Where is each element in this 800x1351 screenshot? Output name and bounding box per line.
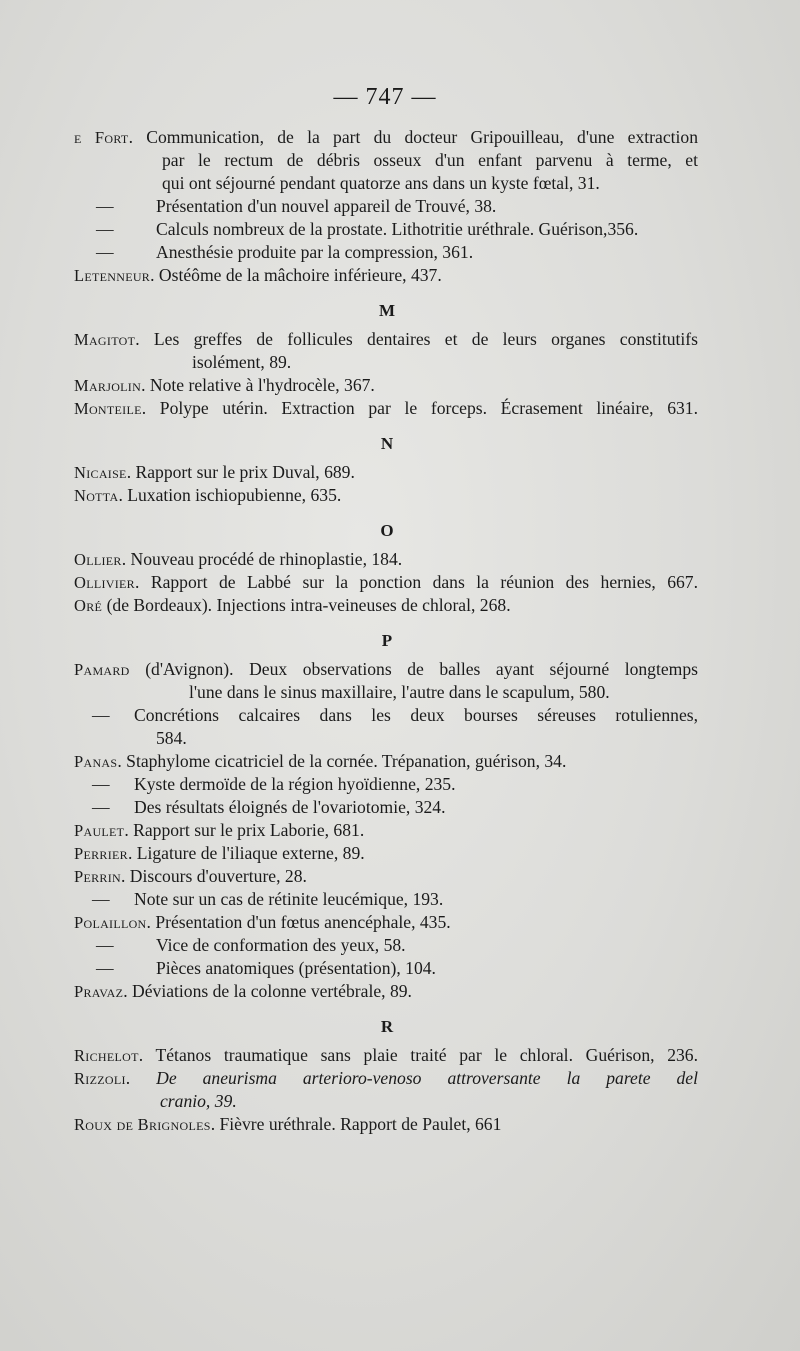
entry-text: Discours d'ouverture, 28. <box>129 866 307 886</box>
section-letter-n: N <box>380 434 394 453</box>
entry-continuation: 584. <box>156 728 187 748</box>
index-entry-nicaise: Nicaise. Rapport sur le prix Duval, 689. <box>74 462 355 482</box>
author-name: Rizzoli <box>74 1069 126 1088</box>
entry-text: Des résultats éloignés de l'ovariotomie, 324. <box>134 797 446 817</box>
entry-text: (d'Avignon). Deux observations de balles ayant séjourné longtemps <box>145 659 698 679</box>
index-entry-dash <box>74 957 698 980</box>
author-name: Paulet <box>74 821 125 840</box>
entry-text: De aneurisma arterioro-venoso attroversante la parete del <box>156 1068 698 1088</box>
entry-text: Ostéôme de la mâchoire inférieure, 437. <box>158 265 442 285</box>
author-name: Nicaise <box>74 463 127 482</box>
entry-text: Staphylome cicatriciel de la cornée. Trépanation, guérison, 34. <box>126 751 567 771</box>
entry-continuation: par le rectum de débris osseux d'un enfant parvenu à terme, et <box>162 150 698 170</box>
entry-continuation <box>74 1090 698 1113</box>
index-entry-ollier: Ollier. Nouveau procédé de rhinoplastie, 184. <box>74 549 403 569</box>
author-name: Perrier <box>74 844 128 863</box>
author-name: e Fort <box>74 128 129 147</box>
entry-text: Kyste dermoïde de la région hyoïdienne, 235. <box>134 774 456 794</box>
entry-continuation: qui ont séjourné pendant quatorze ans dans un kyste fœtal, 31. <box>162 173 600 193</box>
ditto-dash: — <box>96 958 114 978</box>
index-entry-dash <box>74 773 698 796</box>
index-entry-polaillon: Polaillon. Présentation d'un fœtus anencéphale, 435. <box>74 912 451 932</box>
index-entry-monteile: Monteile. Polype utérin. Extraction par le forceps. Écrasement linéaire, 631. <box>74 398 698 418</box>
entry-text: Déviations de la colonne vertébrale, 89. <box>132 981 412 1001</box>
author-name: Ollier <box>74 550 122 569</box>
author-name: Marjolin <box>74 376 142 395</box>
index-entry-pravaz: Pravaz. Déviations de la colonne vertébrale, 89. <box>74 981 412 1001</box>
section-letter-o: O <box>380 521 394 540</box>
author-name: Magitot <box>74 330 136 349</box>
entry-text: Anesthésie produite par la compression, 361. <box>156 242 474 262</box>
index-entry-dash <box>74 218 698 241</box>
index-entry-dash <box>74 704 698 727</box>
index-entry-magitot: Magitot. Les greffes de follicules dentaires et de leurs organes constitutifs <box>74 329 698 349</box>
index-entry-roux-de-brignoles: Roux de Brignoles. Fièvre uréthrale. Rapport de Paulet, 661 <box>74 1114 502 1134</box>
entry-text: Ligature de l'iliaque externe, 89. <box>136 843 365 863</box>
index-entry-notta: Notta. Luxation ischiopubienne, 635. <box>74 485 342 505</box>
ditto-dash: — <box>92 774 110 794</box>
author-name: Ollivier <box>74 573 135 592</box>
author-name: Polaillon <box>74 913 147 932</box>
index-entry-dash <box>74 796 698 819</box>
entry-text: Luxation ischiopubienne, 635. <box>127 485 342 505</box>
entry-text: Calculs nombreux de la prostate. Lithotritie uréthrale. Guérison,356. <box>156 219 639 239</box>
author-name: Notta <box>74 486 119 505</box>
author-name: Richelot <box>74 1046 139 1065</box>
entry-text: Rapport sur le prix Duval, 689. <box>135 462 355 482</box>
index-entry-richelot: Richelot. Tétanos traumatique sans plaie traité par le chloral. Guérison, 236. <box>74 1045 698 1065</box>
entry-text: Nouveau procédé de rhinoplastie, 184. <box>130 549 403 569</box>
ditto-dash: — <box>92 705 110 725</box>
index-entry-fort: e Fort. Communication, de la part du docteur Gripouilleau, d'une extraction <box>74 127 698 147</box>
author-name: Pamard <box>74 660 130 679</box>
entry-text: Concrétions calcaires dans les deux bourses séreuses rotuliennes, <box>134 705 698 725</box>
entry-text: Note relative à l'hydrocèle, 367. <box>149 375 375 395</box>
author-name: Perrin <box>74 867 121 886</box>
entry-text: Vice de conformation des yeux, 58. <box>156 935 406 955</box>
ditto-dash: — <box>92 889 110 909</box>
author-name: Oré <box>74 596 103 615</box>
index-entry-rizzoli: Rizzoli. De aneurisma arterioro-venoso attroversante la parete del <box>74 1068 698 1088</box>
entry-text: Rapport de Labbé sur la ponction dans la réunion des hernies, 667. <box>150 572 698 592</box>
entry-text: Tétanos traumatique sans plaie traité par le chloral. Guérison, 236. <box>155 1045 698 1065</box>
index-entry-marjolin: Marjolin. Note relative à l'hydrocèle, 367. <box>74 375 375 395</box>
ditto-dash: — <box>96 935 114 955</box>
author-name: Panas <box>74 752 118 771</box>
index-entry-paulet: Paulet. Rapport sur le prix Laborie, 681. <box>74 820 365 840</box>
entry-text: Fièvre uréthrale. Rapport de Paulet, 661 <box>219 1114 502 1134</box>
author-name: Pravaz <box>74 982 124 1001</box>
index-entry-letenneur: Letenneur. Ostéôme de la mâchoire inférieure, 437. <box>74 265 442 285</box>
ditto-dash: — <box>92 797 110 817</box>
entry-text: (de Bordeaux). Injections intra-veineuses de chloral, 268. <box>106 595 511 615</box>
author-name: Monteile <box>74 399 142 418</box>
entry-text: Pièces anatomiques (présentation), 104. <box>156 958 436 978</box>
index-entry-dash <box>74 195 698 218</box>
entry-text: Note sur un cas de rétinite leucémique, 193. <box>134 889 444 909</box>
author-name: Roux de Brignoles <box>74 1115 211 1134</box>
entry-continuation: l'une dans le sinus maxillaire, l'autre dans le scapulum, 580. <box>189 682 610 702</box>
index-entry-ore <box>74 594 698 617</box>
index-entry-dash <box>74 888 698 911</box>
author-name: Letenneur <box>74 266 151 285</box>
section-letter-p: P <box>381 631 393 650</box>
index-entry-dash <box>74 934 698 957</box>
index-entry-dash <box>74 241 698 264</box>
index-entry-panas: Panas. Staphylome cicatriciel de la cornée. Trépanation, guérison, 34. <box>74 751 567 771</box>
index-entries <box>74 126 698 1136</box>
index-entry-pamard <box>74 658 698 681</box>
entry-text: Présentation d'un fœtus anencéphale, 435. <box>155 912 451 932</box>
index-entry-ollivier: Ollivier. Rapport de Labbé sur la ponction dans la réunion des hernies, 667. <box>74 572 698 592</box>
entry-text: Présentation d'un nouvel appareil de Trouvé, 38. <box>156 196 497 216</box>
ditto-dash: — <box>96 219 114 239</box>
entry-text-italic: cranio, 39. <box>160 1091 237 1111</box>
entry-continuation: isolément, 89. <box>192 352 292 372</box>
entry-text: Les greffes de follicules dentaires et de leurs organes constitutifs <box>153 329 698 349</box>
index-entry-perrier: Perrier. Ligature de l'iliaque externe, 89. <box>74 843 365 863</box>
page-number: — 747 — <box>333 84 437 110</box>
entry-text: Rapport sur le prix Laborie, 681. <box>133 820 365 840</box>
section-letter-r: R <box>380 1017 394 1036</box>
entry-text: Communication, de la part du docteur Gripouilleau, d'une extraction <box>146 127 698 147</box>
index-entry-perrin: Perrin. Discours d'ouverture, 28. <box>74 866 307 886</box>
ditto-dash: — <box>96 242 114 262</box>
entry-text: Polype utérin. Extraction par le forceps. Écrasement linéaire, 631. <box>159 398 698 418</box>
section-letter-m: M <box>378 301 396 320</box>
ditto-dash: — <box>96 196 114 216</box>
